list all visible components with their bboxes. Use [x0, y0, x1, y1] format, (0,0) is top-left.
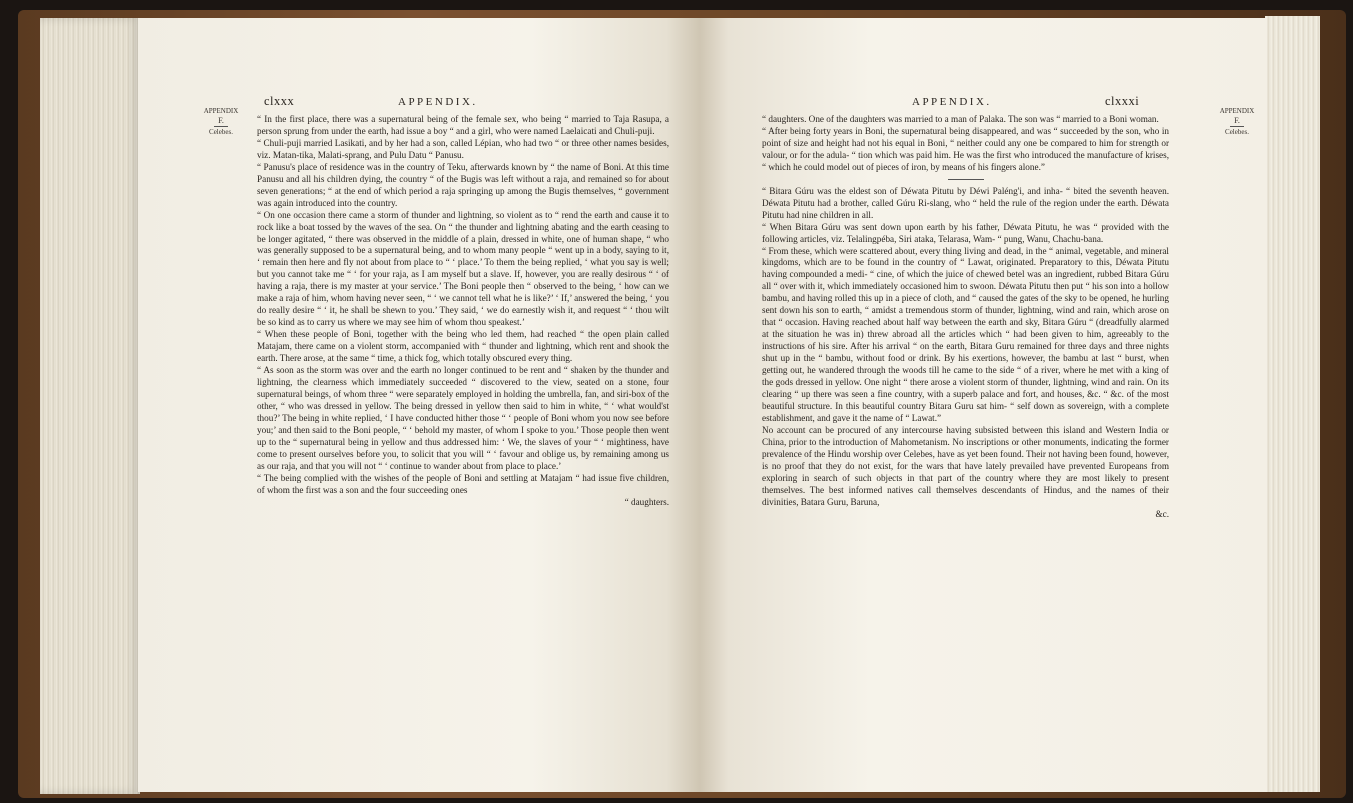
margin-note	[196, 107, 246, 137]
body-text	[762, 114, 1169, 520]
paragraph: No account can be procured of any intercourse having subsisted between this island and Western India or China, prior to the introduction of Mahometanism. No inscriptions or other monuments, indicating the former prevalence of the Hindu worship over Celebes, have as yet been found. Their not having been found, however, is no proof that they do not exist, for the wars that have lately prevailed have prevented Europeans from exploring in search of such objects in that part of the country where they are most likely to present themselves. The best informed natives call themselves descendants of Hindus, and the names of their divinities, Batara Guru, Baruna,	[762, 424, 1169, 507]
paragraph: “ From these, which were scattered about, every thing living and dead, in the “ animal, vegetable, and mineral kingdoms, which are to be found in the country of “ Lawat, originated. Preparatory to this, Déwata Pitutu having compounded a medi- “ cine, of which the juice of chewed betel was an ingredient, rubbed Bitara Gúru all “ over with it, which immediately occasioned him to swoon. Déwata Pitutu then put “ his son into a hollow bambu, and having rolled this up in a piece of cloth, and “ caused the gates of the sky to be opened, he hurling sent down his son to earth, “ amidst a tremendous storm of thunder, lightning, wind and rain, which arose on that “ occasion. Having reached about half way between the earth and sky, Bitara Gúru “ (dreadfully alarmed at the situation he was in) threw abroad all the articles which “ had been given to him, agreeably to the instructions of his sire. After his arrival “ on the earth, Bitara Guru remained for three days and three nights shut up in the “ bambu, without food or drink. By his exertions, however, the bambu at last “ burst, when getting out, he wandered through the woods till he came to the side “ of a river, where he met with a king of the gods dressed in yellow. One night “ there arose a violent storm of thunder, lightning, wind and rain. On its clearing “ up there was seen a fine country, with a superb palace and fort, and houses, &c. “ &c. of the most beautiful structure. In this beautiful country Bitara Guru sat him- “ self down as sovereign, with a complete establishment, and gave it the name of “ Lawat.”	[762, 245, 1169, 423]
paragraph: “ Chuli-puji married Lasikati, and by her had a son, called Lépian, who had two “ or three other names besides, viz. Matan-tika, Malati-sprang, and Pulu Datu “ Panusu.	[257, 137, 669, 160]
left-page	[138, 18, 700, 792]
margin-letter: F.	[1234, 116, 1240, 125]
paragraph: “ Bitara Gúru was the eldest son of Déwata Pitutu by Déwi Paléng'i, and inha- “ bited the seventh heaven. Déwata Pitutu had a brother, called Gúru Ri-slang, who “ held the rule of the region under the earth. Déwata Pitutu had nine children in all.	[762, 185, 1169, 220]
page-number: clxxx	[264, 94, 295, 108]
paragraph: “ Panusu's place of residence was in the country of Teku, afterwards known by “ the name of Boni. At this time Panusu and all his children dying, the country “ of the Bugis was left without a raja, and remained so for about seven generations; “ at the end of which period a raja springing up among the Bugis themselves, “ government was again introduced into the country.	[257, 161, 669, 208]
margin-rule	[1230, 126, 1244, 127]
paragraph: “ The being complied with the wishes of the people of Boni and settling at Matajam “ had issue five children, of whom the first was a son and the four succeeding ones	[257, 472, 669, 495]
paragraph: “ As soon as the storm was over and the earth no longer continued to be rent and “ shaken by the thunder and lightning, the clearness which immediately succeeded “ discovered to the view, seated on a stone, four supernatural beings, of whom three “ were separately employed in holding the umbrella, fan, and siri-box of the other, “ who was dressed in yellow. The being dressed in yellow then said to him in white, “ ‘ what would'st thou?’ The being in white replied, ‘ I have conducted hither those “ ‘ people of Boni whom you now see before you;’ and then said to the Boni people, “ ‘ behold my master, of whom I spoke to you.’ Those people then went up to the “ supernatural being in yellow and thus addressed him: ‘ We, the slaves of your “ ‘ mightiness, have come to present ourselves before you, to solicit that you will “ ‘ favour and oblige us, by remaining among us as our raja, and that you will not “ ‘ continue to wander about from place to place.’	[257, 365, 669, 471]
margin-note	[1212, 107, 1262, 137]
paragraph: “ daughters. One of the daughters was married to a man of Palaka. The son was “ married to a Boni woman.	[762, 114, 1159, 124]
margin-rule	[214, 126, 228, 127]
running-head: APPENDIX.	[398, 96, 478, 108]
page-edges-right	[1265, 16, 1320, 792]
paragraph: “ When Bitara Gúru was sent down upon earth by his father, Déwata Pitutu, he was “ provided with the following articles, viz. Telalingpéba, Siri ataka, Telarasa, Wam- “ pung, Wanu, Chachu-bana.	[762, 221, 1169, 244]
margin-letter: F.	[218, 116, 224, 125]
body-text	[257, 114, 669, 508]
paragraph: “ On one occasion there came a storm of thunder and lightning, so violent as to “ rend the earth and cause it to rock like a boat tossed by the waves of the sea. On “ the thunder and lightning abating and the earth ceasing to be longer agitated, “ there was observed in the middle of a plain, dressed in white, one of human shape, “ who was generally supposed to be a supernatural being, and to whom many people “ went up in a body, saying to it, ‘ remain then here and fly not about from place to “ ‘ place.’ To them the being replied, ‘ what you say is well; but you cannot take me “ ‘ for your raja, as I am myself but a slave. If, however, you are really desirous “ ‘ of having a raja, there is my master at your service.’ The Boni people then “ observed to the being, ‘ how can we make a raja of him, whom having never seen, “ ‘ we cannot tell what he is like?’ ‘ If,’ answered the being, ‘ you do really desire “ ‘ it, he shall be shewn to you.’ They said, ‘ we do earnestly wish it, and request “ ‘ thou wilt be so kind as to carry us where we may see him of whom thou speakest.’	[257, 209, 669, 328]
catchword: “ daughters.	[624, 496, 669, 507]
catchword: &c.	[1155, 508, 1169, 519]
margin-label: APPENDIX	[1219, 107, 1255, 115]
paragraph: “ After being forty years in Boni, the supernatural being disappeared, and was “ succeeded by the son, who in point of size and height had not his equal in Boni, “ neither could any one be compared to him for strength or valour, or for the adula- “ tion which was paid him. He was the first who introduced the manufacture of krises, “ which he could model out of pieces of iron, by means of his fingers alone.”	[762, 125, 1169, 172]
section-divider	[948, 179, 984, 180]
page-edges-left	[40, 18, 140, 794]
margin-subject: Celebes.	[209, 128, 233, 136]
paragraph: “ When these people of Boni, together with the being who led them, had reached “ the open plain called Matajam, there came on a violent storm, accompanied with “ thunder and lightning, which rent and shook the earth. There arose, at the same “ time, a thick fog, which totally obscured every thing.	[257, 329, 669, 364]
running-head: APPENDIX.	[912, 96, 992, 108]
right-page	[700, 18, 1267, 792]
margin-label: APPENDIX	[203, 107, 239, 115]
margin-subject: Celebes.	[1225, 128, 1249, 136]
page-number: clxxxi	[1105, 94, 1140, 108]
paragraph: “ In the first place, there was a supernatural being of the female sex, who being “ married to Taja Rasupa, a person sprung from under the earth, had issue a boy “ and a girl, who were named Laelaicati and Chuli-puji.	[257, 114, 669, 136]
